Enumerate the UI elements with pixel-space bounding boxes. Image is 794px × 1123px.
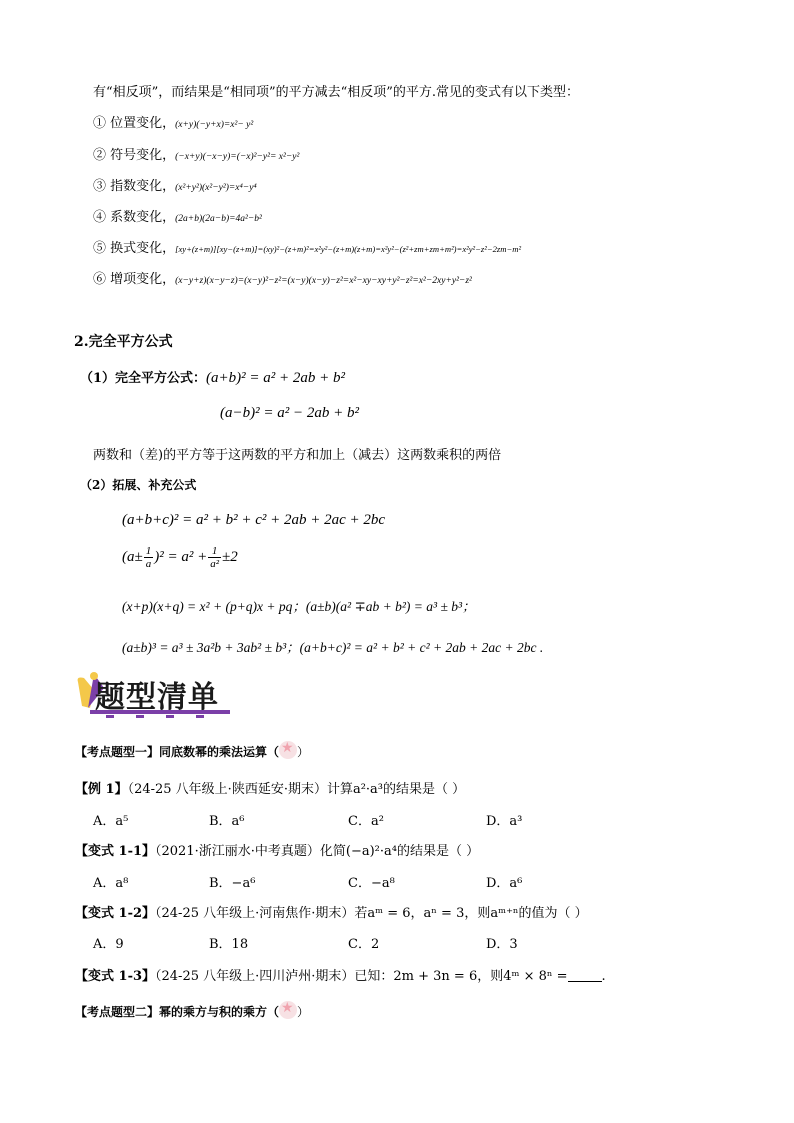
option-b: B．18 <box>209 937 249 952</box>
variant-3 <box>93 175 257 194</box>
formula-line-1 <box>80 367 345 387</box>
fraction-numerator: 1 <box>208 545 221 558</box>
star-icon <box>279 741 297 759</box>
sub-label: （1）完全平方公式： <box>80 371 207 386</box>
ext-formula-3: (x+p)(x+q) = x² + (p+q)x + pq；(a±b)(a² ∓ab + b²) = a³ ± b³； <box>122 599 476 614</box>
option-b: B．a⁶ <box>209 814 245 829</box>
option-c: C．2 <box>348 937 380 952</box>
formula-line-2: (a−b)² = a² − 2ab + b² <box>220 405 359 421</box>
option-c: C．−a⁸ <box>348 876 395 891</box>
question-source: （24-25 八年级上·陕西延安·期末） <box>127 782 327 797</box>
variant-label: ⑥ 增项变化， <box>93 272 176 287</box>
option-c: C．a² <box>348 814 384 829</box>
star-icon <box>279 1001 297 1019</box>
question-v13 <box>75 965 606 984</box>
question-v12 <box>75 902 588 921</box>
variant-formula: (x−y+z)(x−y−z)=(x−y)²−z²=(x−y)(x−y)−z²=x²−xy−xy+y²−z²=x²−2xy+y²−z² <box>175 276 472 286</box>
variant-formula: (−x+y)(−x−y)=(−x)²−y²= x²−y² <box>175 152 300 162</box>
topic-prefix: 【考点题型二】 <box>75 1005 160 1019</box>
ext-formula-1: (a+b+c)² = a² + b² + c² + 2ab + 2ac + 2bc <box>122 512 386 528</box>
section-heading: 2.完全平方公式 <box>74 334 173 350</box>
ext-formula-4: (a±b)³ = a³ ± 3a²b + 3ab² ± b³；(a+b+c)² = a² + b² + c² + 2ab + 2ac + 2bc . <box>122 640 544 655</box>
question-tag: 【变式 1-1】 <box>75 844 156 859</box>
variant-label: ④ 系数变化， <box>93 210 176 225</box>
question-text: 已知：2m + 3n = 6，则4ᵐ × 8ⁿ = <box>354 969 568 984</box>
variant-4 <box>93 206 262 225</box>
sub-label-2: （2）拓展、补充公式 <box>80 478 197 492</box>
variant-1 <box>93 112 253 131</box>
ext2-mid: )² = a² + <box>154 548 208 565</box>
question-source: （2021·浙江丽水·中考真题） <box>155 844 320 859</box>
option-d: D．a³ <box>486 814 523 829</box>
variant-label: ② 符号变化， <box>93 148 176 163</box>
option-b: B．−a⁶ <box>209 876 256 891</box>
topic-title: 同底数幂的乘法运算（ <box>159 745 280 759</box>
variant-label: ③ 指数变化， <box>93 179 176 194</box>
question-v11 <box>75 840 479 859</box>
variant-6 <box>93 268 472 287</box>
fraction <box>144 545 154 570</box>
topic-suffix: ） <box>297 745 310 759</box>
variant-5 <box>93 237 521 256</box>
intro-text: 有“相反项”，而结果是“相同项”的平方减去“相反项”的平方.常见的变式有以下类型： <box>93 85 580 100</box>
question-tag: 【变式 1-2】 <box>75 906 156 921</box>
variant-formula: (x²+y²)(x²−y²)=x⁴−y⁴ <box>175 183 257 193</box>
variant-2 <box>93 144 299 163</box>
option-a: A．a⁵ <box>93 814 129 829</box>
topic-heading-1 <box>75 741 309 760</box>
option-a: A．a⁸ <box>93 876 129 891</box>
question-text: 化简(−a)²·a⁴的结果是（ ） <box>319 844 480 859</box>
ext2-left: (a± <box>122 548 143 565</box>
topic-title: 幂的乘方与积的乘方（ <box>159 1005 280 1019</box>
fraction-denominator: a² <box>210 558 220 570</box>
fraction-numerator: 1 <box>145 545 152 557</box>
topic-prefix: 【考点题型一】 <box>75 745 160 759</box>
fraction-denominator: a <box>145 558 152 570</box>
variant-formula: (x+y)(−y+x)=x²− y² <box>175 120 254 130</box>
ext2-right: ±2 <box>222 548 238 565</box>
option-d: D．a⁶ <box>486 876 523 891</box>
question-end: . <box>601 969 606 984</box>
option-d: D．3 <box>486 937 518 952</box>
question-text: 若aᵐ = 6，aⁿ = 3，则aᵐ⁺ⁿ的值为（ ） <box>354 906 588 921</box>
variant-label: ⑤ 换式变化， <box>93 241 176 256</box>
banner-title: 题型清单 <box>95 680 219 715</box>
option-a: A．9 <box>93 937 124 952</box>
question-source: （24-25 八年级上·河南焦作·期末） <box>155 906 355 921</box>
question-ex1 <box>75 778 465 797</box>
question-tag: 【变式 1-3】 <box>75 969 156 984</box>
variant-label: ① 位置变化， <box>93 116 176 131</box>
topic-suffix: ） <box>297 1005 310 1019</box>
question-source: （24-25 八年级上·四川泸州·期末） <box>155 969 355 984</box>
answer-blank[interactable] <box>568 981 602 982</box>
ext-formula-2 <box>122 545 238 570</box>
square-description: 两数和（差)的平方等于这两数的平方和加上（减去）这两数乘积的两倍 <box>93 448 502 463</box>
variant-formula: (2a+b)(2a−b)=4a²−b² <box>175 214 262 224</box>
formula: (a+b)² = a² + 2ab + b² <box>206 370 346 386</box>
question-text: 计算a²·a³的结果是（ ） <box>326 782 466 797</box>
topic-heading-2 <box>75 1001 309 1020</box>
fraction <box>208 545 221 570</box>
variant-formula: [xy+(z+m)][xy−(z+m)]=(xy)²−(z+m)²=x²y²−(z+m)(z+m)=x²y²−(z²+zm+zm+m²)=x²y²−z²−2zm−m² <box>175 244 522 254</box>
question-tag: 【例 1】 <box>75 782 128 797</box>
